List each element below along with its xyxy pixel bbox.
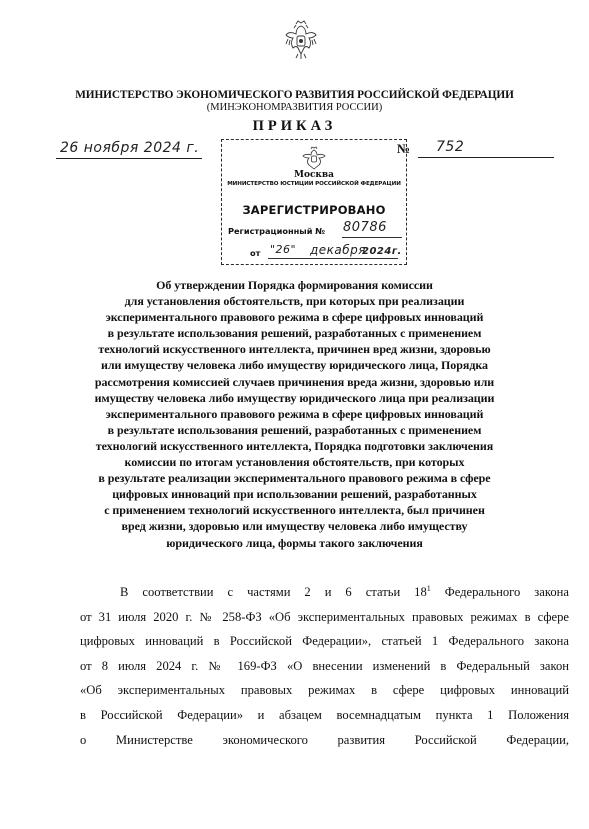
stamp-year: 2024г.: [362, 246, 402, 257]
footnote-superscript: 1: [426, 583, 431, 593]
stamp-day: "26": [270, 243, 297, 256]
title-line: комиссии по итогам установления обстоятельств, при которых: [124, 455, 465, 470]
title-line: экспериментального правового режима в сфере цифровых инноваций: [105, 310, 484, 325]
title-line: в результате реализации экспериментального правового режима в сфере: [98, 471, 491, 486]
ministry-short-name: (МИНЭКОНОМРАЗВИТИЯ РОССИИ): [206, 102, 383, 113]
body-line: о Министерстве экономического развития Российской Федерации,: [80, 732, 569, 747]
title-line: экспериментального правового режима в сфере цифровых инноваций: [105, 406, 484, 421]
stamp-month: декабря: [310, 243, 367, 257]
stamp-registration-label: Регистрационный №: [228, 226, 326, 236]
stamp-number-underline: [342, 237, 402, 238]
stamp-ministry: МИНИСТЕРСТВО ЮСТИЦИИ РОССИЙСКОЙ ФЕДЕРАЦИИ: [227, 181, 401, 187]
title-line: имуществу человека либо имуществу юридического лица при реализации: [94, 390, 495, 405]
body-line: «Об экспериментальных правовых режимах в сфере цифровых инноваций: [80, 683, 569, 698]
title-line: для установления обстоятельств, при которых при реализации: [124, 294, 465, 309]
stamp-date-prefix: от: [250, 248, 261, 258]
title-line: Об утверждении Порядка формирования комиссии: [156, 278, 433, 292]
title-line: с применением технологий искусственного интеллекта, был причинен: [104, 503, 485, 518]
state-emblem-icon: [284, 18, 318, 62]
stamp-date-underline: [268, 258, 398, 259]
order-date: 26 ноября 2024 г.: [60, 140, 200, 156]
title-line: технологий искусственного интеллекта, Порядка подготовки заключения: [95, 438, 494, 453]
body-paragraph: [80, 580, 569, 605]
body-line: в Российской Федерации» и абзацем восемнадцатым пункта 1 Положения: [80, 707, 569, 722]
body-line: от 8 июля 2024 г. № 169-ФЗ «О внесении изменений в Федеральный закон: [80, 658, 569, 673]
stamp-registration-number: 80786: [343, 220, 387, 235]
document-type: ПРИКАЗ: [252, 118, 337, 134]
stamp-registered-label: ЗАРЕГИСТРИРОВАНО: [242, 203, 386, 217]
number-underline: [418, 157, 554, 158]
order-number: 752: [436, 139, 465, 155]
number-sign: №: [397, 141, 411, 156]
body-text-segment: Федерального закона: [430, 585, 569, 599]
title-line: в результате использования решений, разработанных с применением: [107, 422, 482, 437]
date-underline: [56, 158, 202, 159]
title-line: юридического лица, формы такого заключения: [166, 535, 423, 550]
title-line: вред жизни, здоровью или имуществу человека либо имуществу: [121, 519, 468, 534]
stamp-city: Москва: [293, 170, 335, 180]
title-line: цифровых инноваций при использовании решений, разработанных: [112, 487, 477, 502]
registration-stamp: [221, 139, 407, 265]
body-line: от 31 июля 2020 г. № 258-ФЗ «Об экспериментальных правовых режимах в сфере: [80, 609, 569, 624]
order-title: [40, 277, 549, 551]
title-line: рассмотрения комиссией случаев причинения вреда жизни, здоровью или: [94, 374, 495, 389]
body-text-segment: В соответствии с частями 2 и 6 статьи 18: [120, 585, 427, 599]
body-line: [80, 580, 569, 605]
title-line: или имуществу человека либо имуществу юридического лица, Порядка: [101, 358, 488, 373]
ministry-name: МИНИСТЕРСТВО ЭКОНОМИЧЕСКОГО РАЗВИТИЯ РОССИЙСКОЙ ФЕДЕРАЦИИ: [75, 89, 514, 101]
body-paragraph-continued: [80, 605, 569, 753]
title-line: технологий искусственного интеллекта, причинен вред жизни, здоровью: [98, 342, 491, 357]
stamp-emblem-icon: [302, 145, 326, 171]
title-line: в результате использования решений, разработанных с применением: [107, 326, 482, 341]
body-line: цифровых инноваций в Российской Федерации», статьей 1 Федерального закона: [80, 634, 569, 649]
